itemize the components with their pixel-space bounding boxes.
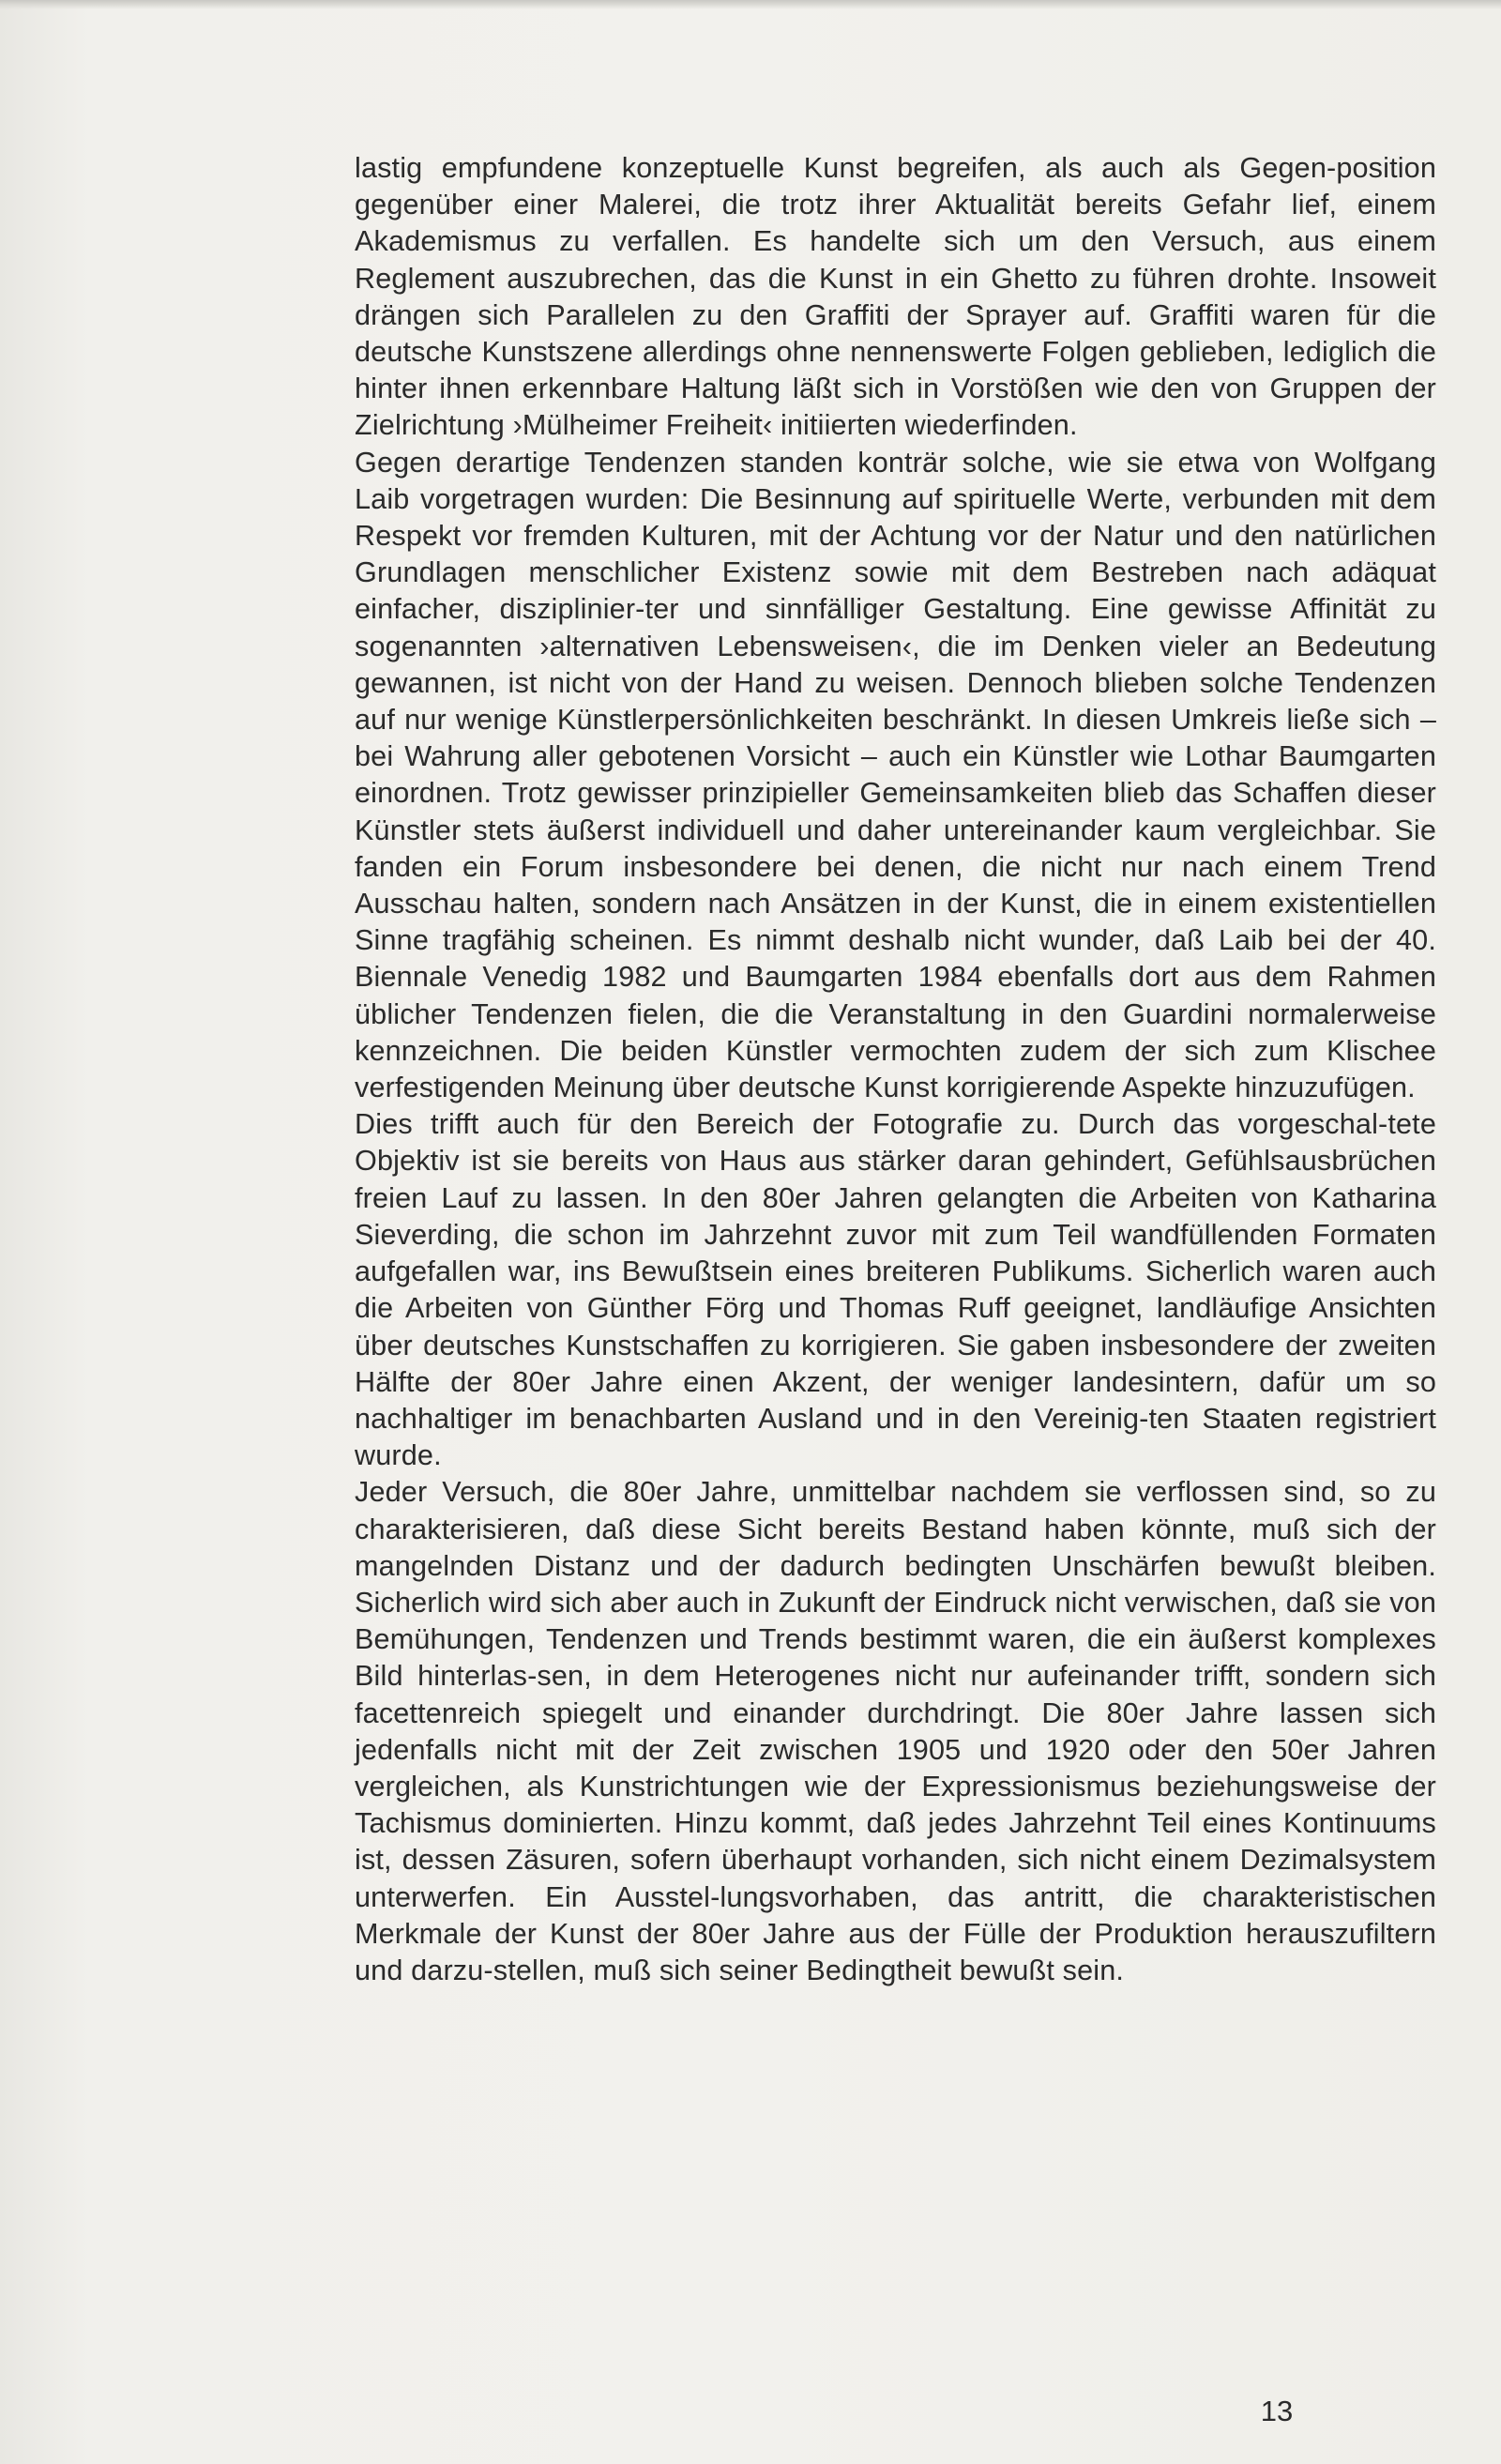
page-number: 13 xyxy=(1260,2395,1294,2427)
paragraph: Gegen derartige Tendenzen standen konträr solche, wie sie etwa von Wolfgang Laib vorgetragen wurden: Die Besinnung auf spirituelle Werte, verbunden mit dem Respekt vor fremden Kulturen, mit der Achtung vor der Natur und den natürlichen Grundlagen menschlicher Existenz sowie mit dem Bestreben nach adäquat einfacher, disziplinier-ter und sinnfälliger Gestaltung. Eine gewisse Affinität zu sogenannten ›alternativen Lebensweisen‹, die im Denken vieler an Bedeutung gewannen, ist nicht von der Hand zu weisen. Dennoch blieben solche Tendenzen auf nur wenige Künstlerpersönlichkeiten beschränkt. In diesen Umkreis ließe sich – bei Wahrung aller gebotenen Vorsicht – auch ein Künstler wie Lothar Baumgarten einordnen. Trotz gewisser prinzipieller Gemeinsamkeiten blieb das Schaffen dieser Künstler stets äußerst individuell und daher untereinander kaum vergleichbar. Sie fanden ein Forum insbesondere bei denen, die nicht nur nach einem Trend Ausschau halten, sondern nach Ansätzen in der Kunst, die in einem existentiellen Sinne tragfähig scheinen. Es nimmt deshalb nicht wunder, daß Laib bei der 40. Biennale Venedig 1982 und Baumgarten 1984 ebenfalls dort aus dem Rahmen üblicher Tendenzen fielen, die die Veranstaltung in den Guardini normalerweise kennzeichnen. Die beiden Künstler vermochten zudem der sich zum Klischee verfestigenden Meinung über deutsche Kunst korrigierende Aspekte hinzuzufügen. xyxy=(355,446,1436,1104)
body-text xyxy=(355,150,1436,1989)
page-top-edge xyxy=(0,0,1501,9)
paragraph: Dies trifft auch für den Bereich der Fotografie zu. Durch das vorgeschal-tete Objektiv ist sie bereits von Haus aus stärker daran gehindert, Gefühlsausbrüchen freien Lauf zu lassen. In den 80er Jahren gelangten die Arbeiten von Katharina Sieverding, die schon im Jahrzehnt zuvor mit zum Teil wandfüllenden Formaten aufgefallen war, ins Bewußtsein eines breiteren Publikums. Sicherlich waren auch die Arbeiten von Günther Förg und Thomas Ruff geeignet, landläufige Ansichten über deutsches Kunstschaffen zu korrigieren. Sie gaben insbesondere der zweiten Hälfte der 80er Jahre einen Akzent, der weniger landesintern, dafür um so nachhaltiger im benachbarten Ausland und in den Vereinig-ten Staaten registriert wurde. xyxy=(355,1108,1436,1472)
paragraph: Jeder Versuch, die 80er Jahre, unmittelbar nachdem sie verflossen sind, so zu charakterisieren, daß diese Sicht bereits Bestand haben könnte, muß sich der mangelnden Distanz und der dadurch bedingten Unschärfen bewußt bleiben. Sicherlich wird sich aber auch in Zukunft der Eindruck nicht verwischen, daß sie von Bemühungen, Tendenzen und Trends bestimmt waren, die ein äußerst komplexes Bild hinterlas-sen, in dem Heterogenes nicht nur aufeinander trifft, sondern sich facettenreich spiegelt und einander durchdringt. Die 80er Jahre lassen sich jedenfalls nicht mit der Zeit zwischen 1905 und 1920 oder den 50er Jahren vergleichen, als Kunstrichtungen wie der Expressionismus beziehungsweise der Tachismus dominierten. Hinzu kommt, daß jedes Jahrzehnt Teil eines Kontinuums ist, dessen Zäsuren, sofern überhaupt vorhanden, sich nicht einem Dezimalsystem unterwerfen. Ein Ausstel-lungsvorhaben, das antritt, die charakteristischen Merkmale der Kunst der 80er Jahre aus der Fülle der Produktion herauszufiltern und darzu-stellen, muß sich seiner Bedingtheit bewußt sein. xyxy=(355,1476,1436,1986)
paragraph: lastig empfundene konzeptuelle Kunst begreifen, als auch als Gegen-position gegenüber einer Malerei, die trotz ihrer Aktualität bereits Gefahr lief, einem Akademismus zu verfallen. Es handelte sich um den Versuch, aus einem Reglement auszubrechen, das die Kunst in ein Ghetto zu führen drohte. Insoweit drängen sich Parallelen zu den Graffiti der Sprayer auf. Graffiti waren für die deutsche Kunstszene allerdings ohne nennenswerte Folgen geblieben, lediglich die hinter ihnen erkennbare Haltung läßt sich in Vorstößen wie den von Gruppen der Zielrichtung ›Mülheimer Freiheit‹ initiierten wiederfinden. xyxy=(355,152,1436,442)
